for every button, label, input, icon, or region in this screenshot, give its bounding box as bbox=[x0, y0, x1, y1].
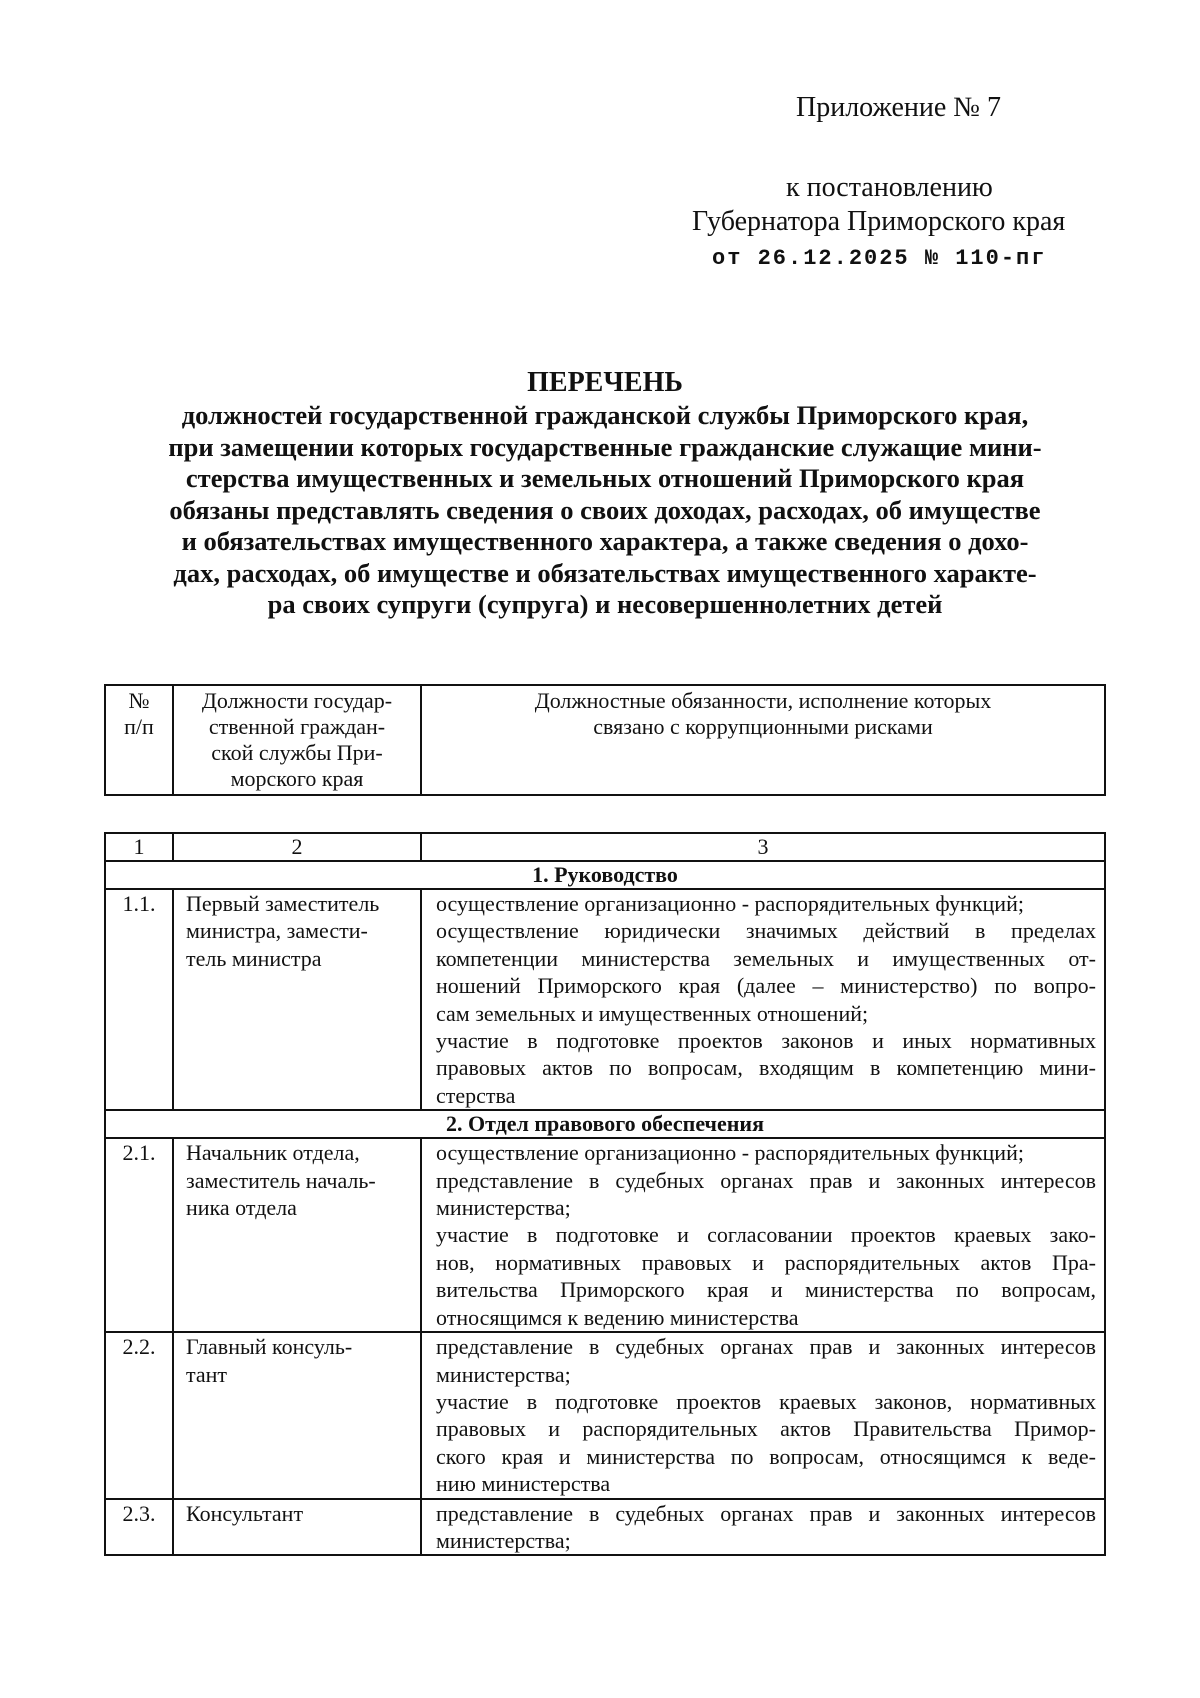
decree-date-number: от 26.12.2025 № 110-пг bbox=[712, 246, 1047, 271]
duty-line: представление в судебных органах прав и законных интересов bbox=[436, 1334, 1096, 1360]
heading-line: ра своих супруги (супруга) и несовершеннолетних детей bbox=[267, 589, 943, 619]
heading-title: ПЕРЕЧЕНЬ bbox=[527, 367, 683, 398]
heading-line: дах, расходах, об имуществе и обязательствах имущественного характе- bbox=[173, 557, 1037, 588]
header-text-line: связано с коррупционными рисками bbox=[593, 714, 933, 739]
position-line: Главный консуль- bbox=[186, 1334, 353, 1360]
row-position bbox=[173, 889, 421, 1110]
row-duties bbox=[421, 1499, 1105, 1556]
section-title: 2. Отдел правового обеспечения bbox=[105, 1110, 1105, 1138]
header-text-line: Должностные обязанности, исполнение которых bbox=[534, 688, 992, 713]
table-header-row bbox=[105, 685, 1105, 795]
section-row bbox=[105, 861, 1105, 889]
duty-line: участие в подготовке и согласовании проектов краевых зако- bbox=[436, 1222, 1096, 1248]
position-line: Первый заместитель bbox=[186, 891, 380, 916]
row-number: 2.1. bbox=[105, 1138, 173, 1332]
duty-line: ского края и министерства по вопросам, относящимся к веде- bbox=[436, 1443, 1096, 1469]
duty-line: министерства; bbox=[436, 1195, 571, 1221]
duty-line: правовых и распорядительных актов Правительства Примор- bbox=[436, 1416, 1096, 1442]
column-number: 3 bbox=[421, 833, 1105, 861]
position-line: ника отдела bbox=[186, 1195, 297, 1221]
column-number: 1 bbox=[105, 833, 173, 861]
row-number: 1.1. bbox=[105, 889, 173, 1110]
heading-line: обязаны представлять сведения о своих доходах, расходах, об имуществе bbox=[169, 494, 1041, 525]
header-text-line: Должности государ- bbox=[201, 688, 393, 713]
duty-line: ношений Приморского края (далее – министерство) по вопро- bbox=[436, 973, 1096, 999]
duty-line: нов, нормативных правовых и распорядительных актов Пра- bbox=[436, 1249, 1096, 1275]
position-line: тант bbox=[186, 1361, 228, 1387]
header-col-number bbox=[105, 685, 173, 795]
header-text-line: ской службы При- bbox=[211, 740, 383, 765]
heading-line: и обязательствах имущественного характера, а также сведения о дохо- bbox=[181, 526, 1029, 556]
heading-line: при замещении которых государственные гражданские служащие мини- bbox=[168, 431, 1042, 462]
column-number: 2 bbox=[173, 833, 421, 861]
heading-line: стерства имущественных и земельных отношений Приморского края bbox=[185, 463, 1025, 493]
position-line: заместитель началь- bbox=[186, 1167, 376, 1193]
header-text-line: п/п bbox=[124, 714, 154, 739]
duty-line: министерства; bbox=[436, 1527, 571, 1553]
appendix-title: Приложение № 7 bbox=[796, 92, 1001, 123]
heading-line: должностей государственной гражданской службы Приморского края, bbox=[181, 400, 1029, 430]
duty-line: нию министерства bbox=[436, 1471, 611, 1497]
duty-line: представление в судебных органах прав и законных интересов bbox=[436, 1167, 1096, 1193]
duty-line: относящимся к ведению министерства bbox=[436, 1304, 799, 1330]
section-title: 1. Руководство bbox=[105, 861, 1105, 889]
row-position bbox=[173, 1332, 421, 1498]
header-text-line: № bbox=[128, 688, 150, 713]
row-position bbox=[173, 1499, 421, 1556]
duty-line: вительства Приморского края и министерства по вопросам, bbox=[436, 1277, 1096, 1303]
duty-line: сам земельных и имущественных отношений; bbox=[436, 1000, 869, 1026]
duty-line: правовых актов по вопросам, входящим в компетенцию мини- bbox=[436, 1055, 1096, 1081]
duty-line: участие в подготовке проектов краевых законов, нормативных bbox=[436, 1388, 1096, 1414]
appendix-block bbox=[0, 0, 1200, 280]
position-line: Консультант bbox=[186, 1500, 304, 1526]
duty-line: осуществление организационно - распорядительных функций; bbox=[436, 1140, 1024, 1166]
row-duties bbox=[421, 1138, 1105, 1332]
table-header bbox=[104, 684, 1106, 796]
table-row bbox=[105, 1332, 1105, 1498]
duty-line: компетенции министерства земельных и имущественных от- bbox=[436, 945, 1096, 971]
position-line: министра, замести- bbox=[186, 918, 368, 944]
row-number: 2.2. bbox=[105, 1332, 173, 1498]
position-line: тель министра bbox=[186, 945, 322, 971]
duty-line: осуществление организационно - распорядительных функций; bbox=[436, 891, 1024, 916]
row-duties bbox=[421, 1332, 1105, 1498]
header-text-line: ственной граждан- bbox=[208, 714, 386, 739]
header-col-position bbox=[173, 685, 421, 795]
row-position bbox=[173, 1138, 421, 1332]
table-row bbox=[105, 1499, 1105, 1556]
column-numbers-row bbox=[105, 833, 1105, 861]
header-text-line: морского края bbox=[230, 766, 364, 791]
header-col-duties bbox=[421, 685, 1105, 795]
section-row bbox=[105, 1110, 1105, 1138]
decree-reference-line1: к постановлению bbox=[786, 172, 993, 203]
duty-line: участие в подготовке проектов законов и иных нормативных bbox=[436, 1028, 1096, 1054]
row-number: 2.3. bbox=[105, 1499, 173, 1556]
document-heading bbox=[130, 366, 1080, 621]
row-duties bbox=[421, 889, 1105, 1110]
position-line: Начальник отдела, bbox=[186, 1140, 360, 1166]
table-row bbox=[105, 1138, 1105, 1332]
duty-line: осуществление юридически значимых действий в пределах bbox=[436, 918, 1096, 944]
table-row bbox=[105, 889, 1105, 1110]
duty-line: министерства; bbox=[436, 1361, 571, 1387]
positions-table bbox=[104, 832, 1106, 1556]
decree-reference-line2: Губернатора Приморского края bbox=[692, 206, 1066, 237]
duty-line: представление в судебных органах прав и законных интересов bbox=[436, 1500, 1096, 1526]
duty-line: стерства bbox=[436, 1082, 516, 1108]
